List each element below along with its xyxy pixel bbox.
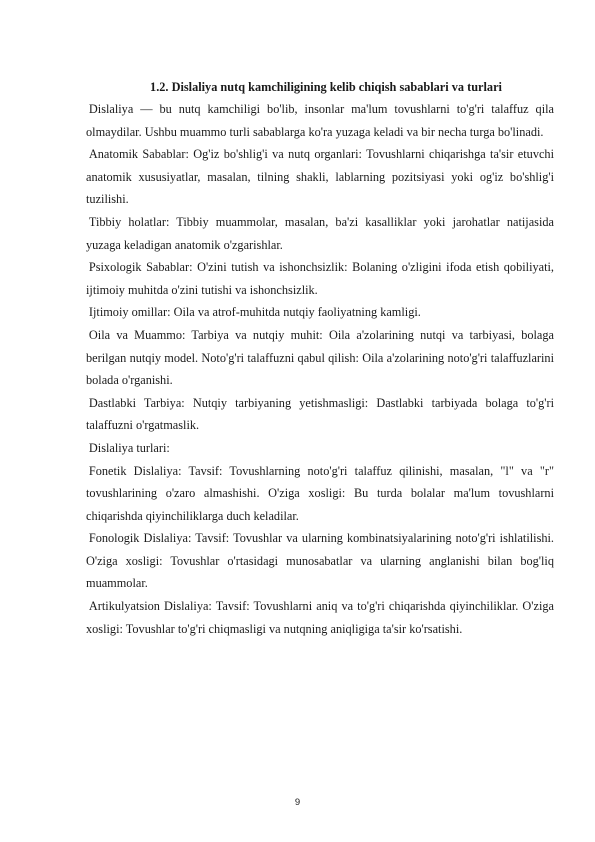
paragraph-articulatory-dyslalia: Artikulyatsion Dislaliya: Tavsif: Tovushlarni aniq va to'g'ri chiqarishda qiyinchiliklar. O'ziga xosligi: Tovushlar to'g'ri chiqmasligi va nutqning aniqligiga ta'sir ko'rsatishi.	[86, 599, 554, 636]
paragraph-anatomical-causes: Anatomik Sabablar: Og'iz bo'shlig'i va nutq organlari: Tovushlarni chiqarishga ta'sir etuvchi anatomik xususiyatlar, masalan, tilning shakli, lablarning pozitsiyasi yoki og'iz bo'shlig'i tuzilishi.	[86, 147, 554, 207]
paragraph-medical-conditions: Tibbiy holatlar: Tibbiy muammolar, masalan, ba'zi kasalliklar yoki jarohatlar natijasida yuzaga keladigan anatomik o'zgarishlar.	[86, 214, 554, 252]
page-number: 9	[294, 797, 301, 808]
section-heading: 1.2. Dislaliya nutq kamchiligining kelib chiqish sabablari va turlari	[150, 80, 502, 94]
paragraph-types-heading: Dislaliya turlari:	[88, 440, 170, 455]
paragraph-phonological-dyslalia: Fonologik Dislaliya: Tavsif: Tovushlar va ularning kombinatsiyalarining noto'g'ri ishlatilishi. O'ziga xosligi: Tovushlar o'rtasidagi munosabatlar va ularning anglanishi bilan bog'liq muammolar.	[86, 531, 554, 591]
paragraph-phonetic-dyslalia: Fonetik Dislaliya: Tavsif: Tovushlarning noto'g'ri talaffuz qilinishi, masalan, "l" va "r" tovushlarining o'zaro almashishi. O'ziga xosligi: Bu turda bolalar ma'lum tovushlarni chiqarishda qiyinchiliklarga duch keladilar.	[86, 463, 554, 523]
paragraph-psychological-causes: Psixologik Sabablar: O'zini tutish va ishonchsizlik: Bolaning o'zligini ifoda etish qobiliyati, ijtimoiy muhitda o'zini tutishi va ishonchsizlik.	[86, 260, 554, 297]
paragraph-social-factors: Ijtimoiy omillar: Oila va atrof-muhitda nutqiy faoliyatning kamligi.	[88, 305, 421, 320]
paragraph-family-problem: Oila va Muammo: Tarbiya va nutqiy muhit: Oila a'zolarining nutqi va tarbiyasi, bolaga berilgan nutqiy model. Noto'g'ri talaffuzni qabul qilish: Oila a'zolarining noto'g'ri talaffuzlarini bolada o'rganishi.	[86, 327, 554, 388]
paragraph-definition: Dislaliya — bu nutq kamchiligi bo'lib, insonlar ma'lum tovushlarni to'g'ri talaffuz qila olmaydilar. Ushbu muammo turli sabablarga ko'ra yuzaga keladi va bir necha turga bo'linadi.	[86, 102, 554, 139]
paragraph-early-upbringing: Dastlabki Tarbiya: Nutqiy tarbiyaning yetishmasligi: Dastlabki tarbiyada bolaga to'g'ri talaffuzni o'rgatmaslik.	[86, 395, 554, 433]
document-body	[86, 77, 554, 640]
